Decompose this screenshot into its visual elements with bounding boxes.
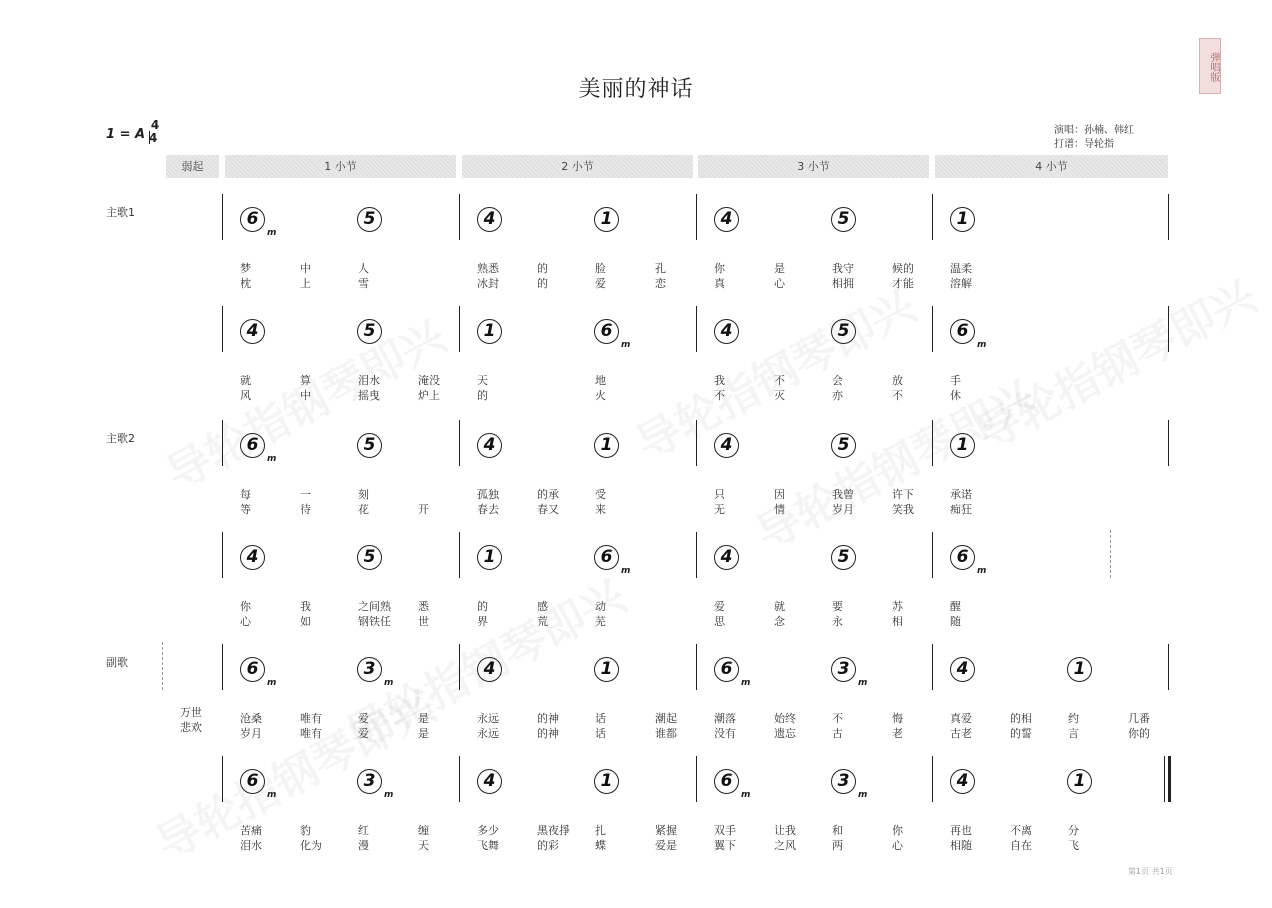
barline <box>222 756 223 802</box>
lyric: 枕 <box>240 277 251 290</box>
lyric: 我 <box>300 600 311 613</box>
barline <box>696 644 697 690</box>
lyric: 老 <box>892 727 903 740</box>
lyric: 等 <box>240 503 251 516</box>
lyric: 你 <box>240 600 251 613</box>
key-signature: 1 = A <box>106 127 146 142</box>
barline <box>932 532 933 578</box>
lyric: 人 <box>358 262 369 275</box>
chord-number: 6 <box>950 319 975 344</box>
lyric: 黑夜掙 <box>537 824 570 837</box>
header-measure-4: 4 小节 <box>935 155 1168 178</box>
lyric: 沧桑 <box>240 712 262 725</box>
version-stamp: 弹唱版 <box>1199 38 1221 94</box>
time-signature-top: 4 <box>150 118 160 132</box>
lyric: 和 <box>832 824 843 837</box>
lyric: 雪 <box>358 277 369 290</box>
chord-number: 6 <box>594 545 619 570</box>
barline <box>222 644 223 690</box>
chord-number: 4 <box>950 657 975 682</box>
lyric: 悉 <box>418 600 429 613</box>
lyric: 相 <box>892 615 903 628</box>
lyric: 缠 <box>418 824 429 837</box>
minor-mark: m <box>267 790 277 800</box>
lyric: 钢铁任 <box>358 615 391 628</box>
lyric: 情 <box>774 503 785 516</box>
lyric: 算 <box>300 374 311 387</box>
lyric: 让我 <box>774 824 796 837</box>
lyric: 熟悉 <box>477 262 499 275</box>
lyric: 火 <box>595 389 606 402</box>
lyric: 爱 <box>714 600 725 613</box>
chord-number: 4 <box>714 207 739 232</box>
lyric: 苦痛 <box>240 824 262 837</box>
chord-number: 6 <box>714 769 739 794</box>
lyric: 是 <box>774 262 785 275</box>
lyric: 再也 <box>950 824 972 837</box>
chord-number: 5 <box>831 433 856 458</box>
lyric: 上 <box>300 277 311 290</box>
lyric: 无 <box>714 503 725 516</box>
lyric: 相随 <box>950 839 972 852</box>
chord-number: 3 <box>831 657 856 682</box>
barline <box>1168 306 1169 352</box>
lyric: 豹 <box>300 824 311 837</box>
barline <box>459 644 460 690</box>
lyric: 淹没 <box>418 374 440 387</box>
lyric: 的 <box>537 262 548 275</box>
lyric: 自在 <box>1010 839 1032 852</box>
time-signature <box>148 118 162 145</box>
lyric: 感 <box>537 600 548 613</box>
lyric: 蝶 <box>595 839 606 852</box>
lyric: 相拥 <box>832 277 854 290</box>
lyric: 是 <box>418 712 429 725</box>
chord-number: 5 <box>357 433 382 458</box>
barline <box>932 756 933 802</box>
lyric: 的神 <box>537 727 559 740</box>
lyric: 我 <box>714 374 725 387</box>
lyric: 谁都 <box>655 727 677 740</box>
chord-number: 1 <box>477 319 502 344</box>
lyric: 手 <box>950 374 961 387</box>
lyric: 的神 <box>537 712 559 725</box>
chord-number: 4 <box>240 319 265 344</box>
lyric: 不 <box>774 374 785 387</box>
lyric: 爱是 <box>655 839 677 852</box>
lyric: 你的 <box>1128 727 1150 740</box>
lyric: 天 <box>477 374 488 387</box>
chord-number: 5 <box>357 319 382 344</box>
minor-mark: m <box>621 566 631 576</box>
section-label: 副歌 <box>106 656 128 669</box>
lyric: 苏 <box>892 600 903 613</box>
lyric: 你 <box>714 262 725 275</box>
chord-number: 6 <box>240 207 265 232</box>
lyric: 古老 <box>950 727 972 740</box>
lyric: 因 <box>774 488 785 501</box>
lyric: 飞舞 <box>477 839 499 852</box>
lyric: 动 <box>595 600 606 613</box>
lyric: 就 <box>240 374 251 387</box>
lyric: 我守 <box>832 262 854 275</box>
lyric: 会 <box>832 374 843 387</box>
lyric: 话 <box>595 712 606 725</box>
minor-mark: m <box>384 678 394 688</box>
barline <box>1168 644 1169 690</box>
lyric: 地 <box>595 374 606 387</box>
lyric: 我曾 <box>832 488 854 501</box>
lyric: 漫 <box>358 839 369 852</box>
barline <box>222 194 223 240</box>
minor-mark: m <box>977 340 987 350</box>
lyric: 脸 <box>595 262 606 275</box>
lyric: 之间熟 <box>358 600 391 613</box>
lyric: 念 <box>774 615 785 628</box>
header-measure-3: 3 小节 <box>698 155 929 178</box>
lyric: 芜 <box>595 615 606 628</box>
chord-number: 1 <box>594 769 619 794</box>
pickup-lyric: 万世 <box>180 706 202 719</box>
chord-number: 6 <box>950 545 975 570</box>
lyric: 孔 <box>655 262 666 275</box>
lyric: 候的 <box>892 262 914 275</box>
lyric: 不 <box>832 712 843 725</box>
minor-mark: m <box>267 678 277 688</box>
barline <box>696 194 697 240</box>
lyric: 真 <box>714 277 725 290</box>
lyric: 翼下 <box>714 839 736 852</box>
lyric: 永 <box>832 615 843 628</box>
chord-number: 4 <box>477 433 502 458</box>
lyric: 唯有 <box>300 712 322 725</box>
barline <box>932 306 933 352</box>
lyric: 恋 <box>655 277 666 290</box>
song-title: 美丽的神话 <box>578 77 694 102</box>
lyric: 泪水 <box>240 839 262 852</box>
barline <box>696 420 697 466</box>
lyric: 不 <box>892 389 903 402</box>
chord-number: 3 <box>357 769 382 794</box>
lyric: 的誓 <box>1010 727 1032 740</box>
lyric: 没有 <box>714 727 736 740</box>
lyric: 一 <box>300 488 311 501</box>
lyric: 笑我 <box>892 503 914 516</box>
barline <box>222 532 223 578</box>
chord-number: 1 <box>594 433 619 458</box>
chord-number: 6 <box>594 319 619 344</box>
chord-number: 1 <box>1067 657 1092 682</box>
lyric: 潮起 <box>655 712 677 725</box>
lyric: 炉上 <box>418 389 440 402</box>
lyric: 爱 <box>358 727 369 740</box>
chord-number: 1 <box>950 433 975 458</box>
lyric: 梦 <box>240 262 251 275</box>
lyric: 真爱 <box>950 712 972 725</box>
lyric: 两 <box>832 839 843 852</box>
lyric: 许下 <box>892 488 914 501</box>
lyric: 言 <box>1068 727 1079 740</box>
chord-number: 1 <box>594 657 619 682</box>
lyric: 春又 <box>537 503 559 516</box>
header-pickup: 弱起 <box>166 155 219 178</box>
minor-mark: m <box>741 790 751 800</box>
barline <box>222 306 223 352</box>
pickup-barline <box>162 642 163 690</box>
minor-mark: m <box>267 454 277 464</box>
chord-number: 3 <box>357 657 382 682</box>
chord-number: 6 <box>240 657 265 682</box>
lyric: 紧握 <box>655 824 677 837</box>
lyric: 灭 <box>774 389 785 402</box>
lyric: 飞 <box>1068 839 1079 852</box>
lyric: 永远 <box>477 727 499 740</box>
lyric: 每 <box>240 488 251 501</box>
watermark <box>153 301 455 502</box>
barline <box>459 756 460 802</box>
lyric: 的彩 <box>537 839 559 852</box>
lyric: 要 <box>832 600 843 613</box>
lyric: 风 <box>240 389 251 402</box>
lyric: 的 <box>477 389 488 402</box>
lyric: 唯有 <box>300 727 322 740</box>
lyric: 冰封 <box>477 277 499 290</box>
lyric: 多少 <box>477 824 499 837</box>
pickup-lyric: 悲欢 <box>180 721 202 734</box>
barline <box>222 420 223 466</box>
chord-number: 4 <box>240 545 265 570</box>
chord-number: 5 <box>831 545 856 570</box>
lyric: 泪水 <box>358 374 380 387</box>
lyric: 心 <box>240 615 251 628</box>
lyric: 不 <box>714 389 725 402</box>
minor-mark: m <box>858 790 868 800</box>
chord-number: 5 <box>831 207 856 232</box>
barline <box>696 306 697 352</box>
header-measure-2: 2 小节 <box>462 155 693 178</box>
lyric: 界 <box>477 615 488 628</box>
lyric: 扎 <box>595 824 606 837</box>
barline-dashed <box>1110 530 1111 578</box>
lyric: 受 <box>595 488 606 501</box>
lyric: 是 <box>418 727 429 740</box>
lyric: 双手 <box>714 824 736 837</box>
minor-mark: m <box>858 678 868 688</box>
header-measure-1: 1 小节 <box>225 155 456 178</box>
barline <box>459 306 460 352</box>
watermark <box>963 261 1265 462</box>
barline <box>459 420 460 466</box>
minor-mark: m <box>741 678 751 688</box>
barline <box>696 532 697 578</box>
lyric: 才能 <box>892 277 914 290</box>
lyric: 荒 <box>537 615 548 628</box>
lyric: 就 <box>774 600 785 613</box>
lyric: 放 <box>892 374 903 387</box>
chord-number: 1 <box>1067 769 1092 794</box>
minor-mark: m <box>267 228 277 238</box>
lyric: 孤独 <box>477 488 499 501</box>
lyric: 承诺 <box>950 488 972 501</box>
lyric: 的 <box>477 600 488 613</box>
minor-mark: m <box>977 566 987 576</box>
section-label: 主歌1 <box>106 206 135 219</box>
lyric: 不离 <box>1010 824 1032 837</box>
lyric: 休 <box>950 389 961 402</box>
chord-number: 5 <box>357 545 382 570</box>
lyric: 之风 <box>774 839 796 852</box>
lyric: 岁月 <box>832 503 854 516</box>
lyric: 潮落 <box>714 712 736 725</box>
lyric: 中 <box>300 389 311 402</box>
chord-number: 6 <box>714 657 739 682</box>
time-signature-bottom: 4 <box>149 131 158 145</box>
chord-number: 5 <box>357 207 382 232</box>
lyric: 古 <box>832 727 843 740</box>
lyric: 化为 <box>300 839 322 852</box>
chord-number: 4 <box>714 545 739 570</box>
lyric: 思 <box>714 615 725 628</box>
lyric: 春去 <box>477 503 499 516</box>
final-barline-thick <box>1168 756 1171 802</box>
chord-number: 4 <box>714 319 739 344</box>
credit-singer: 演唱：孙楠、韩红 <box>1054 125 1134 136</box>
chord-number: 4 <box>477 207 502 232</box>
barline <box>932 420 933 466</box>
chord-number: 1 <box>594 207 619 232</box>
lyric: 亦 <box>832 389 843 402</box>
lyric: 如 <box>300 615 311 628</box>
credit-arranger: 打谱：导轮指 <box>1054 139 1114 150</box>
lyric: 始终 <box>774 712 796 725</box>
lyric: 痴狂 <box>950 503 972 516</box>
chord-number: 1 <box>477 545 502 570</box>
minor-mark: m <box>621 340 631 350</box>
barline <box>459 532 460 578</box>
lyric: 花 <box>358 503 369 516</box>
lyric: 只 <box>714 488 725 501</box>
lyric: 刻 <box>358 488 369 501</box>
chord-number: 4 <box>950 769 975 794</box>
lyric: 爱 <box>358 712 369 725</box>
lyric: 天 <box>418 839 429 852</box>
barline <box>932 194 933 240</box>
lyric: 约 <box>1068 712 1079 725</box>
lyric: 中 <box>300 262 311 275</box>
chord-number: 5 <box>831 319 856 344</box>
chord-number: 3 <box>831 769 856 794</box>
chord-number: 1 <box>950 207 975 232</box>
chord-number: 4 <box>714 433 739 458</box>
lyric: 分 <box>1068 824 1079 837</box>
lyric: 来 <box>595 503 606 516</box>
lyric: 醒 <box>950 600 961 613</box>
page-footer: 第1页 共1页 <box>1128 867 1173 876</box>
lyric: 你 <box>892 824 903 837</box>
lyric: 的承 <box>537 488 559 501</box>
chord-number: 6 <box>240 433 265 458</box>
barline <box>459 194 460 240</box>
lyric: 随 <box>950 615 961 628</box>
lyric: 爱 <box>595 277 606 290</box>
lyric: 悔 <box>892 712 903 725</box>
chord-number: 4 <box>477 769 502 794</box>
chord-number: 4 <box>477 657 502 682</box>
lyric: 遗忘 <box>774 727 796 740</box>
lyric: 待 <box>300 503 311 516</box>
lyric: 几番 <box>1128 712 1150 725</box>
barline <box>932 644 933 690</box>
lyric: 温柔 <box>950 262 972 275</box>
lyric: 的相 <box>1010 712 1032 725</box>
lyric: 永远 <box>477 712 499 725</box>
lyric: 红 <box>358 824 369 837</box>
lyric: 开 <box>418 503 429 516</box>
lyric: 的 <box>537 277 548 290</box>
section-label: 主歌2 <box>106 432 135 445</box>
lyric: 心 <box>774 277 785 290</box>
lyric: 溶解 <box>950 277 972 290</box>
final-barline-thin <box>1164 756 1165 802</box>
barline <box>696 756 697 802</box>
barline <box>1168 420 1169 466</box>
minor-mark: m <box>384 790 394 800</box>
lyric: 岁月 <box>240 727 262 740</box>
chord-number: 6 <box>240 769 265 794</box>
lyric: 心 <box>892 839 903 852</box>
lyric: 世 <box>418 615 429 628</box>
lyric: 摇曳 <box>358 389 380 402</box>
lyric: 话 <box>595 727 606 740</box>
barline <box>1168 194 1169 240</box>
